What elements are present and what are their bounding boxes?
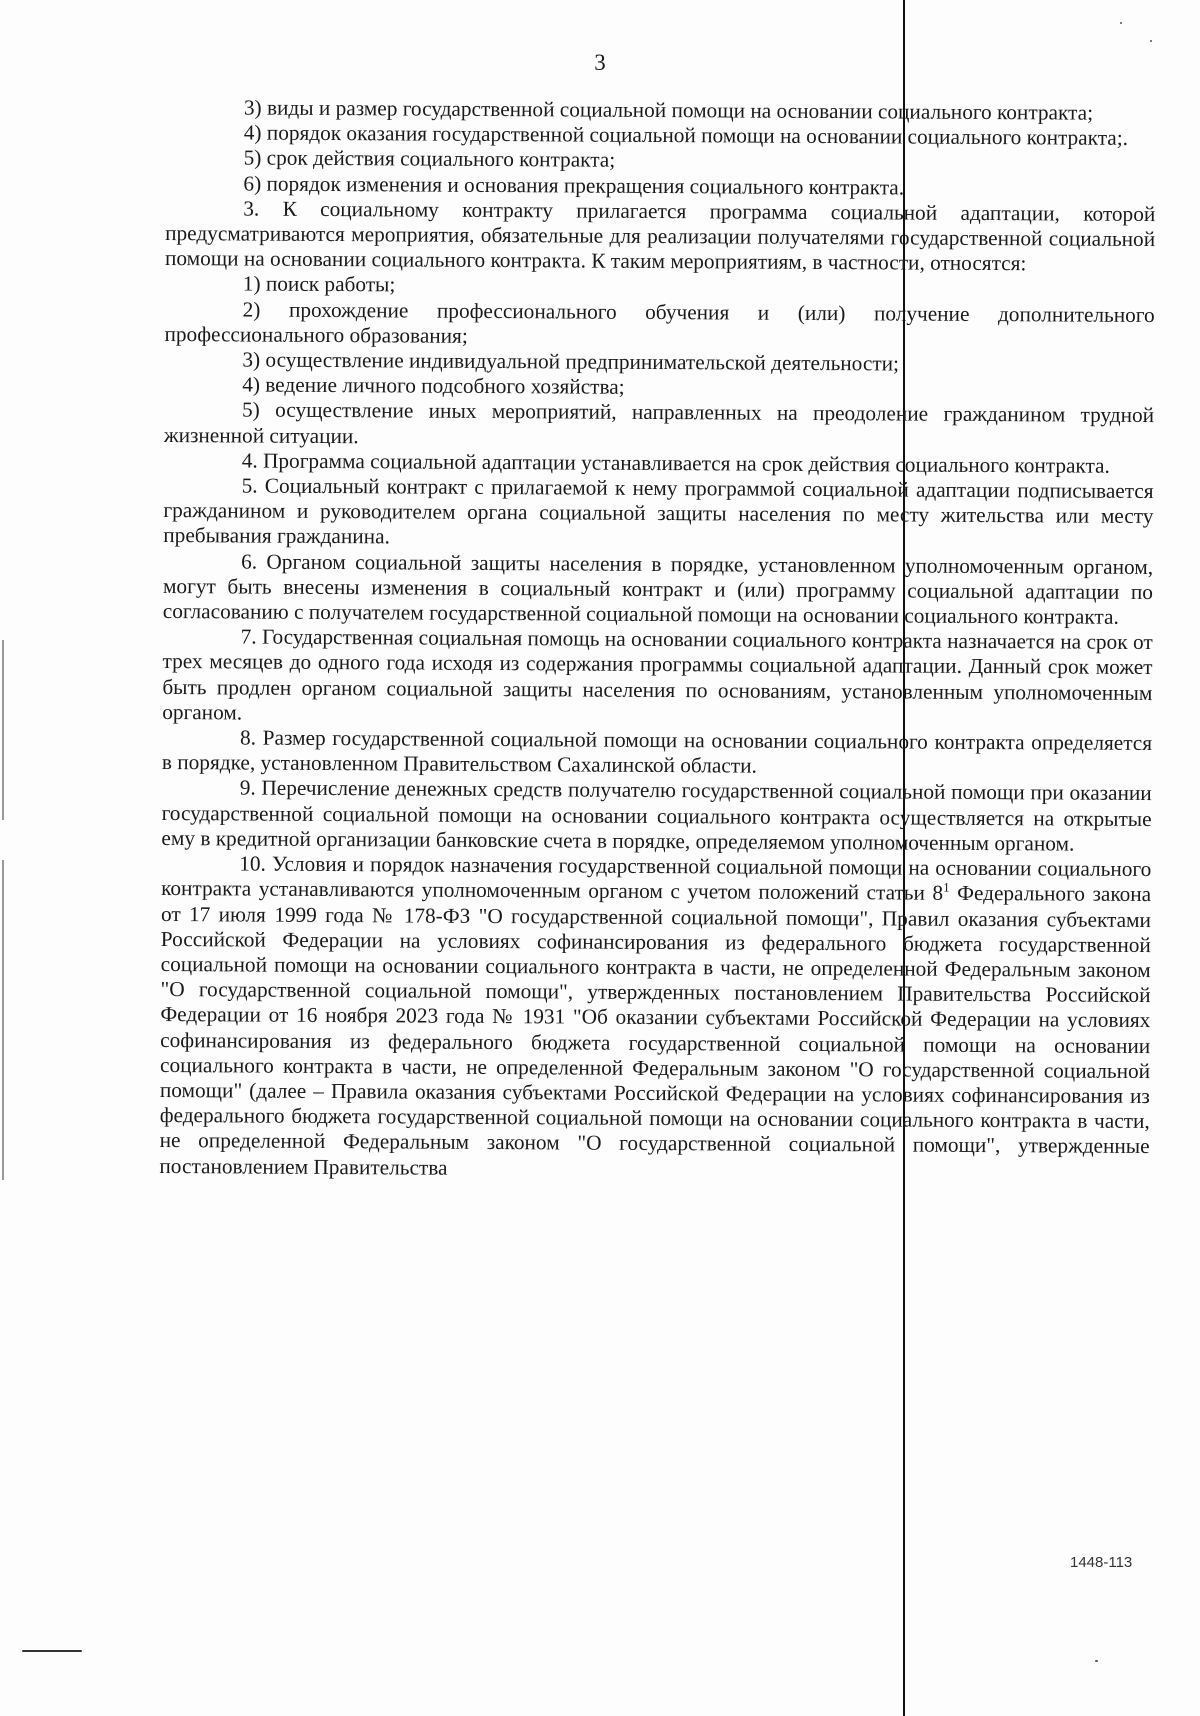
paragraph: 5) срок действия социального контракта; [243,145,616,173]
paragraph: 7. Государственная социальная помощь на основании социального контракта назначается на срок от трех месяцев до одного года исходя из содержания программы социальной адаптации. Данный срок может быть продлен органом социальной защиты населения по основаниям, установленным уполномоченным органом. [162,624,1153,725]
paragraph: 1) поиск работы; [242,271,396,297]
scan-speck [1095,1660,1098,1662]
paragraph-10-part-1: 10. Условия и порядок назначения государственной социальной помощи на основании социального контракта устанавливаются уполномоченным органом с учетом положений статьи 8 [161,851,1152,906]
scan-speck [1120,22,1122,24]
paragraph: 5) осуществление иных мероприятий, направленных на преодоление гражданином трудной жизненной ситуации. [163,397,1155,448]
scan-edge-mark [2,860,4,1180]
paragraph: 3) осуществление индивидуальной предпринимательской деятельности; [242,347,900,376]
paragraph-10-part-2: Федерального закона от 17 июля 1999 года № 178-ФЗ "О государственной социальной помощи", Правил оказания субъектами Российской Федерации на условиях софинансирования из федерального бюджета государственной социальной помощи на основании социального контракта в части, не определенной Федеральным законом "О государственной социальной помощи", утвержденных постановлением Правительства Российской Федерации от 16 ноября 2023 года № 1931 "Об оказании субъектами Российской Федерации на условиях софинансирования из федерального бюджета государственной социальной помощи на основании социального контракта в части, не определенной Федеральным законом "О государственной социальной помощи" (далее – Правила оказания субъектами Российской Федерации на условиях софинансирования из федерального бюджета государственной социальной помощи на основании социального контракта в части, не определенной Федеральным законом "О государственной социальной помощи", утвержденные постановлением Правительства [159,881,1152,1180]
superscript: 1 [943,879,950,896]
paragraph: 3. К социальному контракту прилагается программа социальной адаптации, которой предусматриваются мероприятия, обязательные для реализации получателями государственной социальной помощи на основании социального контракта. К таким мероприятиям, в частности, относятся: [164,196,1156,276]
paragraph: 6. Органом социальной защиты населения в порядке, установленном уполномоченным органом, могут быть внесены изменения в социальный контракт и (или) программу социальной адаптации по согласованию с получателем государственной социальной помощи на основании социального контракта. [162,549,1154,629]
scan-speck [1150,40,1152,42]
paragraph: 9. Перечисление денежных средств получателю государственной социальной помощи при оказании государственной социальной помощи на основании социального контракта осуществляется на открытые ему в кредитной организации банковские счета в порядке, определяемом уполномоченным органом. [161,775,1152,856]
scan-edge-mark [22,1650,82,1652]
paragraph: 5. Социальный контракт с прилагаемой к нему программой социальной адаптации подписывается гражданином и руководителем органа социальной защиты населения по месту жительства или месту пребывания гражданина. [163,473,1154,549]
paragraph: 2) прохождение профессионального обучения и (или) получение дополнительного профессионального образования; [164,297,1155,348]
page-number: 3 [594,50,606,75]
paragraph-10 [159,851,1151,1185]
paragraph: 3) виды и размер государственной социальной помощи на основании социального контракта; [243,95,1094,125]
document-body [159,95,1156,1185]
paragraph: 6) порядок изменения и основания прекращения социального контракта. [243,171,905,200]
paragraph: 4. Программа социальной адаптации устанавливается на срок действия социального контракта. [241,448,1110,478]
paragraph: 8. Размер государственной социальной помощи на основании социального контракта определяется в порядке, установленном Правительством Сахалинской области. [161,725,1153,778]
document-code: 1448-113 [1070,1554,1133,1571]
scan-edge-mark [2,640,4,820]
paragraph: 4) порядок оказания государственной социальной помощи на основании социального контракта;. [243,120,1129,151]
paragraph: 4) ведение личного подсобного хозяйства; [242,372,625,400]
